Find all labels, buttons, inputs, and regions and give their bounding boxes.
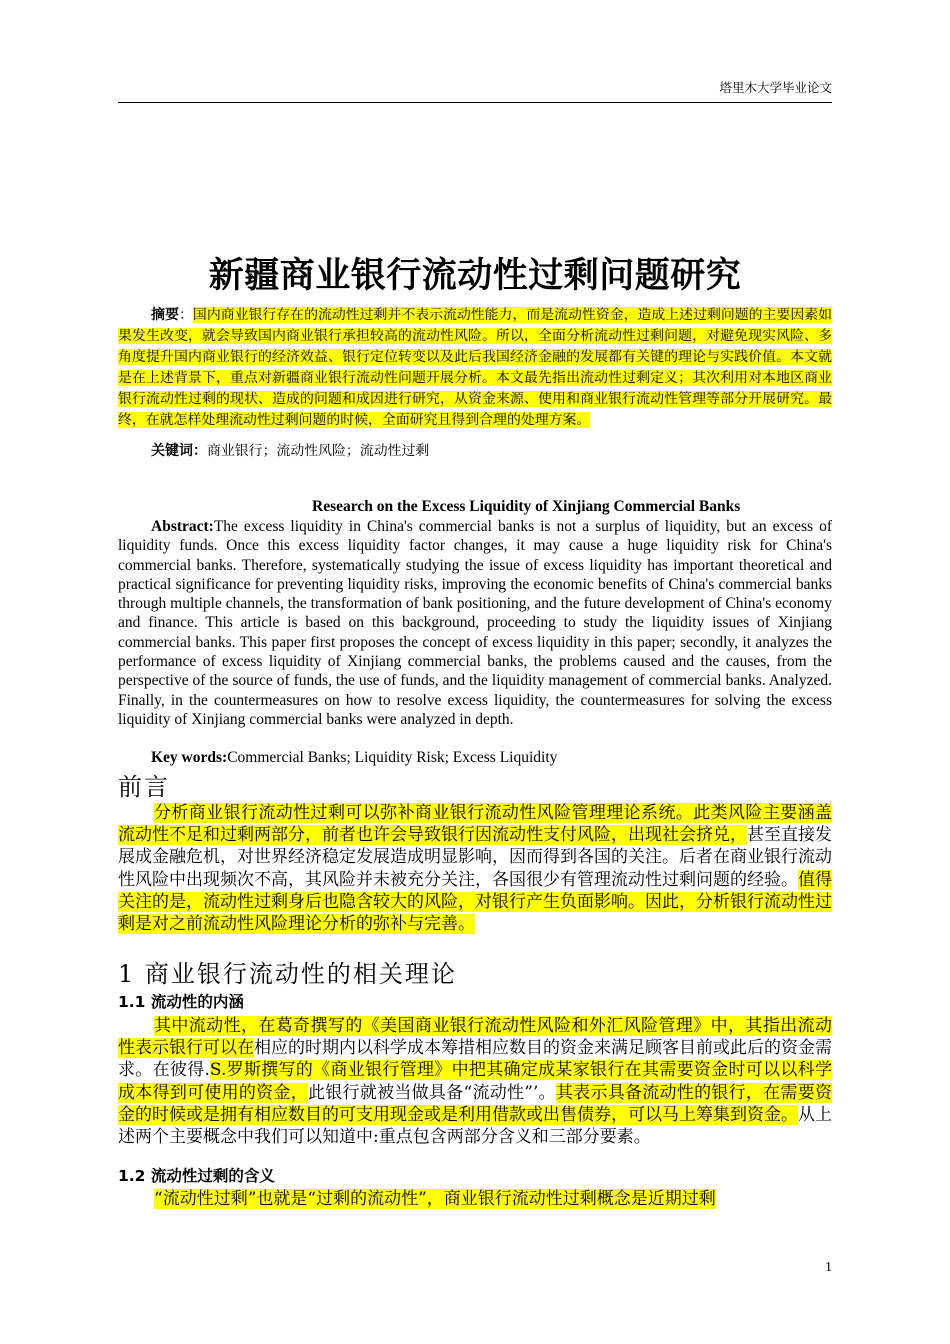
chinese-abstract: [118, 305, 832, 431]
english-abstract-text: The excess liquidity in China's commercial banks is not a surplus of liquidity, but an excess of liquidity funds. Once this excess liquidity factor changes, it may cause a huge liquidity risk for China's commercial banks. Therefore, systematically studying the issue of excess liquidity has important theoretical and practical significance for preventing liquidity risks, improving the economic benefits of China's commercial banks through multiple channels, the transformation of bank positioning, and the future development of China's economy and finance. This article is based on this background, proceeding to study the liquidity issues of Xinjiang commercial banks. This paper first proposes the concept of excess liquidity in this paper; secondly, it analyzes the performance of excess liquidity of Xinjiang commercial banks, the problems caused and the causes, from the perspective of the source of funds, the use of funds, and the liquidity management of commercial banks. Analyzed. Finally, in the countermeasures on how to resolve excess liquidity, the countermeasures for solving the excess liquidity of Xinjiang commercial banks were analyzed in depth.: [118, 518, 832, 728]
s12-highlight-1: “流动性过剩”也就是“过剩的流动性”，: [154, 1189, 444, 1209]
preface-paragraph: [118, 802, 832, 935]
s11-text-1: 相应的时期内以科学成本筹措相应数目的资金来满足顾客目前或此后的资金需求。在彼得.: [118, 1038, 832, 1081]
s11-highlight-2: S.罗斯撰写的《商业银行管理》中把其确定成某家银行在其需要资金时可以以科学成本得到可使用的资金，: [118, 1060, 832, 1103]
s12-highlight-2: 商业银行流动性过剩概念是近期过剩: [443, 1189, 716, 1209]
s11-highlight-3: 其表示具备流动性的银行，在需要资金的时候或是拥有相应数目的可支用现金或是利用借款或出售债券，可以马上筹集到资金。: [118, 1082, 833, 1125]
english-keywords-text: Commercial Banks; Liquidity Risk; Excess Liquidity: [227, 749, 558, 766]
preface-highlight-1: 分析商业银行流动性过剩可以弥补商业银行流动性风险管理理论系统。此类风险主要涵盖流动性不足和过剩两部分，前者也许会导致银行因流动性支付风险，出现社会挤兑，: [118, 803, 832, 846]
section-1-2-heading: 1.2 流动性过剩的含义: [118, 1167, 275, 1185]
english-title: Research on the Excess Liquidity of Xinjiang Commercial Banks: [312, 498, 741, 515]
section-1-heading: 1 商业银行流动性的相关理论: [118, 960, 457, 988]
keywords-label: 关键词：: [151, 443, 207, 459]
english-keywords-label: Key words:: [151, 749, 228, 766]
running-header: 塔里木大学毕业论文: [118, 78, 832, 103]
section-1-1-heading: 1.1 流动性的内涵: [118, 993, 244, 1011]
s11-text-3: 从上述两个主要概念中我们可以知道中:重点包含两部分含义和三部分要素。: [118, 1104, 832, 1148]
preface-highlight-2: 值得关注的是，流动性过剩身后也隐含较大的风险，对银行产生负面影响。因此，分析银行流动性过剩是对之前流动性风险理论分析的弥补与完善。: [118, 869, 832, 935]
chinese-keywords: [118, 441, 832, 462]
keywords-text: 商业银行；流动性风险；流动性过剩: [207, 443, 430, 459]
english-keywords: [118, 748, 832, 768]
page-number: 1: [825, 1260, 832, 1275]
english-abstract: [118, 517, 832, 729]
abstract-label: 摘要: [151, 307, 180, 323]
section-1-1-paragraph: [118, 1015, 832, 1148]
abstract-text: 国内商业银行存在的流动性过剩并不表示流动性能力，而是流动性资金，造成上述过剩问题的主要因素如果发生改变，就会导致国内商业银行承担较高的流动性风险。所以，全面分析流动性过剩问题，对避免现实风险、多角度提升国内商业银行的经济效益、银行定位转变以及此后我国经济金融的发展都有关键的理论与实践价值。本文就是在上述背景下，重点对新疆商业银行流动性问题开展分析。本文最先指出流动性过剩定义；其次利用对本地区商业银行流动性过剩的现状、造成的问题和成因进行研究，从资金来源、使用和商业银行流动性管理等部分开展研究。最终，在就怎样处理流动性过剩问题的时候，全面研究且得到合理的处理方案。: [118, 307, 832, 428]
section-1-2-paragraph: [118, 1188, 832, 1210]
abstract-separator: ：: [179, 307, 193, 323]
preface-text: 甚至直接发展成金融危机，对世界经济稳定发展造成明显影响，因而得到各国的关注。后者在商业银行流动性风险中出现频次不高，其风险并未被充分关注，各国很少有管理流动性过剩问题的经验。: [118, 825, 832, 890]
s11-text-2: 此银行就被当做具备“流动性”’。: [308, 1082, 556, 1103]
thesis-title: 新疆商业银行流动性过剩问题研究: [208, 255, 742, 296]
preface-heading: 前言: [118, 773, 170, 801]
s11-highlight-1: 其中流动性，在葛奇撰写的《美国商业银行流动性风险和外汇风险管理》中，其指出流动性表示银行可以在: [118, 1016, 832, 1059]
english-abstract-label: Abstract:: [151, 518, 214, 535]
